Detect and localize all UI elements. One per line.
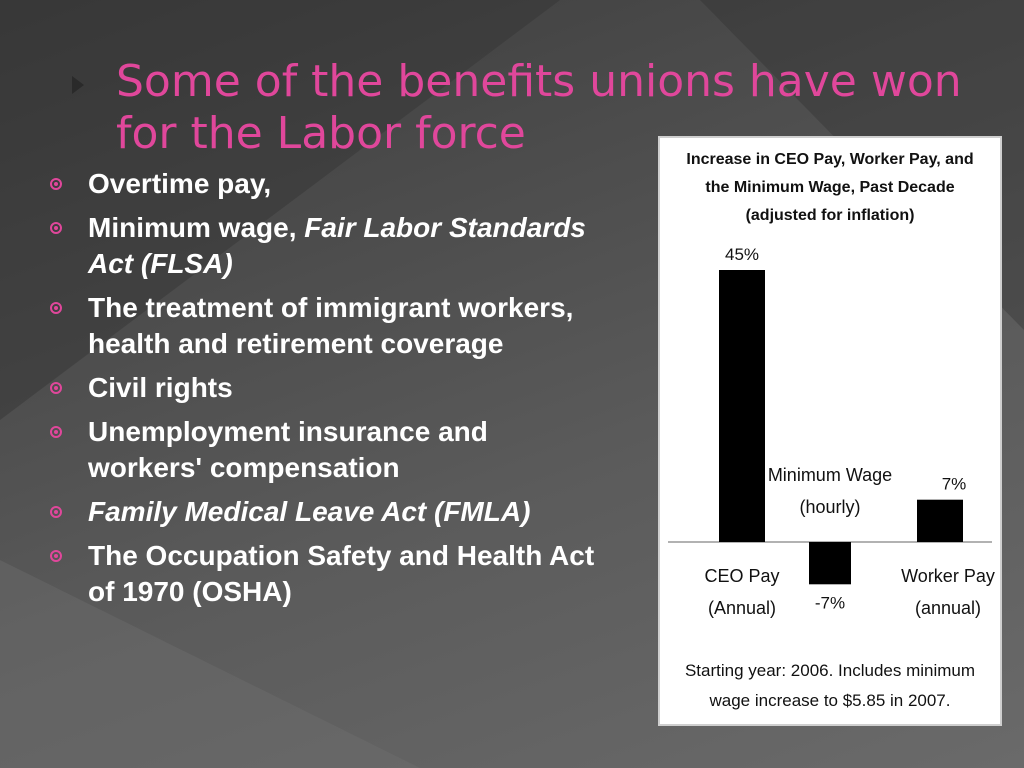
list-item <box>46 370 606 406</box>
bullet-icon <box>50 382 62 394</box>
chart-category-label: CEO Pay <box>704 566 780 586</box>
chart-category-label: Minimum Wage <box>767 465 893 485</box>
chart-category-label: Worker Pay <box>901 566 995 586</box>
list-item <box>46 538 606 610</box>
bullet-icon <box>50 550 62 562</box>
bullet-text: Unemployment insurance and workers' compensation <box>88 416 488 483</box>
bullet-text: The treatment of immigrant workers, health and retirement coverage <box>88 292 574 359</box>
bullet-icon <box>50 222 62 234</box>
title-line-2: for the Labor force <box>116 108 526 159</box>
bullet-text: Minimum wage, <box>88 212 305 243</box>
chart-category-label: (hourly) <box>799 497 861 517</box>
chart-value-label: 45% <box>724 245 760 264</box>
bullet-icon <box>50 178 62 190</box>
list-item <box>46 166 606 202</box>
bullet-icon <box>50 506 62 518</box>
bullet-italic-text: Family Medical Leave Act (FMLA) <box>88 496 531 527</box>
bar-chart <box>660 138 1000 724</box>
bar-chart-image <box>658 136 1002 726</box>
benefits-list <box>46 166 606 618</box>
chart-bar <box>917 500 963 542</box>
bullet-icon <box>50 426 62 438</box>
chart-value-label: -7% <box>814 593 846 613</box>
bullet-text: Civil rights <box>88 372 233 403</box>
list-item <box>46 210 606 282</box>
chart-title-line: the Minimum Wage, Past Decade <box>705 179 955 196</box>
bullet-icon <box>50 302 62 314</box>
chart-title-line: Increase in CEO Pay, Worker Pay, and <box>686 151 974 168</box>
chart-footnote-line: wage increase to $5.85 in 2007. <box>709 691 951 710</box>
chart-category-label: (annual) <box>914 598 982 618</box>
bullet-italic-text: Fair Labor Standards Act (FLSA) <box>88 212 586 279</box>
list-item <box>46 290 606 362</box>
title-line-1: Some of the benefits unions have won <box>116 56 962 107</box>
bullet-text: Overtime pay, <box>88 168 272 199</box>
chart-bar <box>809 542 851 584</box>
chart-category-label: (Annual) <box>707 598 777 618</box>
title-arrow-icon <box>72 76 84 94</box>
bullet-text: The Occupation Safety and Health Act of 1970 (OSHA) <box>88 540 595 607</box>
list-item <box>46 414 606 486</box>
list-item <box>46 494 606 530</box>
chart-footnote-line: Starting year: 2006. Includes minimum <box>684 661 976 680</box>
chart-title-line: (adjusted for inflation) <box>745 207 915 224</box>
chart-value-label: 7% <box>941 474 967 494</box>
chart-bar <box>719 270 765 542</box>
